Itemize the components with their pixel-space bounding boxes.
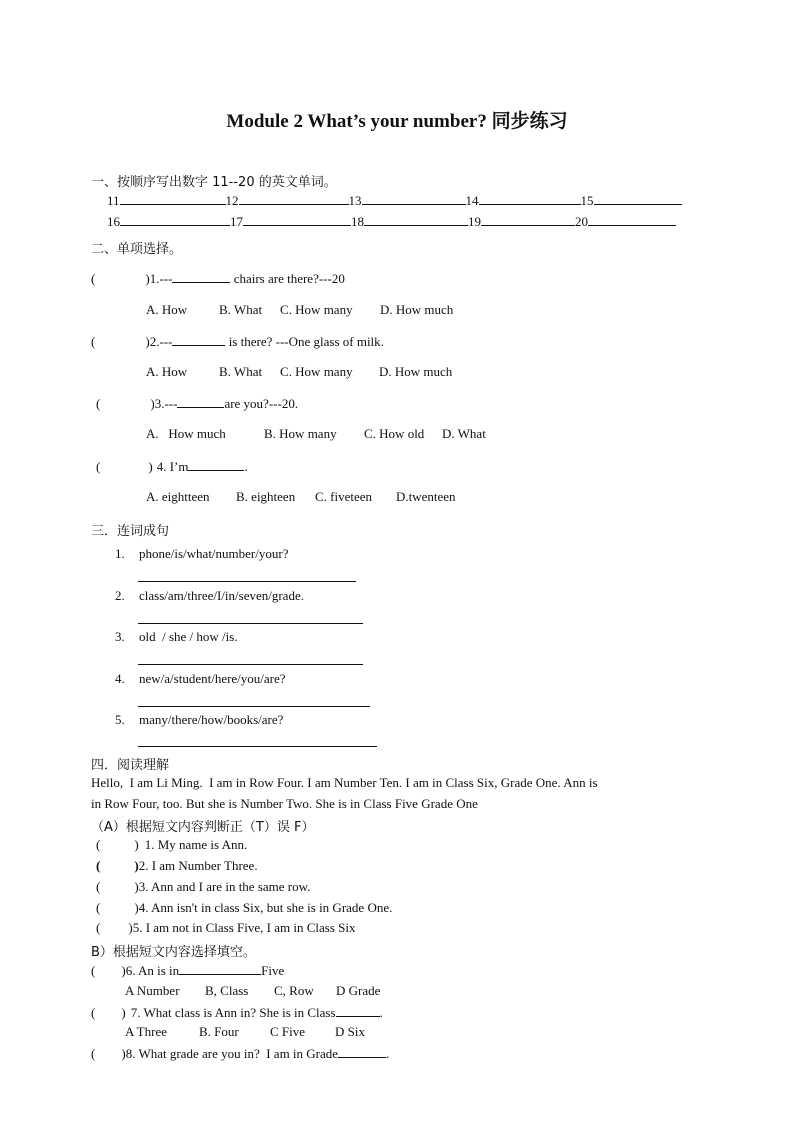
reorder-num: 5. <box>115 712 125 727</box>
answer-paren-close: ) <box>121 1046 126 1061</box>
option[interactable]: B. eighteen <box>236 489 296 504</box>
answer-blank[interactable] <box>338 1045 386 1058</box>
answer-blank[interactable] <box>336 1004 380 1017</box>
answer-paren-open: ( <box>91 334 96 349</box>
answer-blank[interactable] <box>239 192 349 205</box>
reorder-words: phone/is/what/number/your? <box>139 546 289 561</box>
mc-question-6 <box>91 962 284 979</box>
options-1 <box>146 302 453 318</box>
option[interactable]: D. How much <box>379 364 453 379</box>
answer-paren-open: ( <box>96 459 101 474</box>
mc-question-7 <box>91 1004 383 1021</box>
options-6 <box>125 983 380 999</box>
answer-paren-close: ) <box>121 963 126 978</box>
question-stem-end: . <box>379 1005 383 1020</box>
option[interactable]: B. How many <box>264 426 337 441</box>
tf-item <box>96 837 247 853</box>
answer-paren-close: ) <box>128 920 133 935</box>
tf-statement: 3. Ann and I are in the same row. <box>138 879 311 894</box>
answer-paren-open: ( <box>91 963 96 978</box>
option[interactable]: C. How many <box>280 302 353 317</box>
reorder-num: 2. <box>115 588 125 603</box>
answer-paren-close: ) <box>145 271 150 286</box>
reorder-words: class/am/three/I/in/seven/grade. <box>139 588 304 603</box>
options-2 <box>146 364 452 380</box>
reorder-num: 3. <box>115 629 125 644</box>
number-label: 12 <box>225 193 239 208</box>
option[interactable]: B. What <box>219 302 263 317</box>
tf-statement: 1. My name is Ann. <box>144 837 248 852</box>
answer-paren-open: ( <box>96 900 101 915</box>
options-3 <box>146 426 486 442</box>
answer-paren-close: ) <box>134 879 139 894</box>
option[interactable]: C. How many <box>280 364 353 379</box>
page-title: Module 2 What’s your number? 同步练习 <box>226 111 568 132</box>
answer-blank[interactable] <box>479 192 581 205</box>
option[interactable]: C. How old <box>364 426 425 441</box>
answer-line[interactable] <box>138 746 377 747</box>
option[interactable]: C. fiveteen <box>315 489 373 504</box>
option[interactable]: B. Four <box>199 1024 239 1039</box>
option[interactable]: D Grade <box>336 983 381 998</box>
option[interactable]: D.twenteen <box>396 489 456 504</box>
mc-question-8 <box>91 1045 389 1062</box>
answer-blank[interactable] <box>172 270 230 283</box>
option[interactable]: B, Class <box>205 983 249 998</box>
answer-blank[interactable] <box>243 213 351 226</box>
number-label: 17 <box>230 214 243 229</box>
mc-question-3 <box>96 395 298 412</box>
question-stem: 3.--- <box>154 396 178 411</box>
answer-blank[interactable] <box>188 458 244 471</box>
tf-item <box>96 879 310 895</box>
number-row-1 <box>107 192 682 209</box>
option[interactable]: A. How much <box>146 426 226 441</box>
answer-line[interactable] <box>138 581 356 582</box>
options-7 <box>125 1024 365 1040</box>
answer-paren-close: ) <box>134 900 139 915</box>
question-stem: 6. An is in <box>125 963 180 978</box>
option[interactable]: A Three <box>125 1024 167 1039</box>
tf-item <box>96 900 392 916</box>
option[interactable]: A. How <box>146 364 188 379</box>
answer-paren-close: ) <box>148 459 153 474</box>
question-stem: 2.--- <box>149 334 173 349</box>
answer-paren-open: ( <box>91 1005 96 1020</box>
reorder-num: 4. <box>115 671 125 686</box>
question-stem-end: is there? ---One glass of milk. <box>225 334 384 349</box>
answer-blank[interactable] <box>594 192 682 205</box>
question-stem-end: . <box>386 1046 390 1061</box>
mc-question-1 <box>91 270 345 287</box>
question-stem: 8. What grade are you in? I am in Grade <box>125 1046 339 1061</box>
answer-paren-open: ( <box>91 1046 96 1061</box>
question-stem-end: . <box>244 459 248 474</box>
answer-paren-close: ) <box>145 334 150 349</box>
number-label: 14 <box>465 193 479 208</box>
question-stem-end: are you?---20. <box>224 396 299 411</box>
tf-statement: 4. Ann isn't in class Six, but she is in Grade One. <box>138 900 393 915</box>
answer-paren-close: ) <box>150 396 155 411</box>
answer-blank[interactable] <box>120 213 230 226</box>
answer-blank[interactable] <box>364 213 468 226</box>
section1-heading: 一、按顺序写出数字 11--20 的英文单词。 <box>91 175 337 190</box>
number-label: 15 <box>580 193 594 208</box>
number-label: 13 <box>348 193 362 208</box>
answer-line[interactable] <box>138 706 370 707</box>
answer-line[interactable] <box>138 664 363 665</box>
passage-line: in Row Four, too. But she is Number Two. She is in Class Five Grade One <box>91 796 478 811</box>
option[interactable]: A. How <box>146 302 188 317</box>
section3-heading: 三．连词成句 <box>91 524 170 539</box>
reorder-words: old / she / how /is. <box>139 629 238 644</box>
option[interactable]: D. How much <box>380 302 454 317</box>
answer-paren-open: ( <box>96 920 101 935</box>
question-stem: 7. What class is Ann in? She is in Class <box>130 1005 336 1020</box>
option[interactable]: A. eightteen <box>146 489 210 504</box>
part-b-heading: B）根据短文内容选择填空。 <box>91 945 256 960</box>
number-label: 18 <box>351 214 364 229</box>
answer-line[interactable] <box>138 623 363 624</box>
number-row-2 <box>107 213 676 230</box>
passage-line: Hello, I am Li Ming. I am in Row Four. I am Number Ten. I am in Class Six, Grade One. Ann is <box>91 775 598 790</box>
option[interactable]: D. What <box>442 426 486 441</box>
tf-statement: 2. I am Number Three. <box>138 858 258 873</box>
number-label: 19 <box>468 214 481 229</box>
part-a-heading: （A）根据短文内容判断正（T）误 F） <box>91 820 315 835</box>
answer-paren-close: ) <box>121 1005 126 1020</box>
mc-question-2 <box>91 333 384 350</box>
number-label: 11 <box>107 193 120 208</box>
answer-paren-open: ( <box>96 858 101 873</box>
question-stem-end: Five <box>261 963 285 978</box>
answer-blank[interactable] <box>172 333 225 346</box>
tf-item <box>96 920 356 936</box>
number-label: 20 <box>575 214 588 229</box>
option[interactable]: C Five <box>270 1024 306 1039</box>
mc-question-4 <box>96 458 248 475</box>
options-4 <box>146 489 456 505</box>
answer-paren-open: ( <box>96 396 101 411</box>
option[interactable]: C, Row <box>274 983 314 998</box>
answer-paren-close: ) <box>134 858 139 873</box>
number-label: 16 <box>107 214 120 229</box>
reorder-words: new/a/student/here/you/are? <box>139 671 286 686</box>
question-stem-end: chairs are there?---20 <box>230 271 345 286</box>
option[interactable]: B. What <box>219 364 263 379</box>
option[interactable]: A Number <box>125 983 180 998</box>
tf-item <box>96 858 258 874</box>
answer-blank[interactable] <box>481 213 575 226</box>
answer-blank[interactable] <box>179 962 261 975</box>
section2-heading: 二、单项选择。 <box>91 242 183 257</box>
reorder-words: many/there/how/books/are? <box>139 712 284 727</box>
section4-heading: 四．阅读理解 <box>91 758 170 773</box>
answer-blank[interactable] <box>588 213 676 226</box>
question-stem: 1.--- <box>149 271 173 286</box>
option[interactable]: D Six <box>335 1024 365 1039</box>
tf-statement: 5. I am not in Class Five, I am in Class Six <box>132 920 356 935</box>
answer-paren-open: ( <box>96 879 101 894</box>
question-stem: 4. I’m <box>156 459 189 474</box>
answer-blank[interactable] <box>120 192 226 205</box>
answer-paren-close: ) <box>134 837 139 852</box>
answer-blank[interactable] <box>177 395 224 408</box>
answer-paren-open: ( <box>96 837 101 852</box>
answer-paren-open: ( <box>91 271 96 286</box>
answer-blank[interactable] <box>362 192 466 205</box>
reorder-num: 1. <box>115 546 125 561</box>
